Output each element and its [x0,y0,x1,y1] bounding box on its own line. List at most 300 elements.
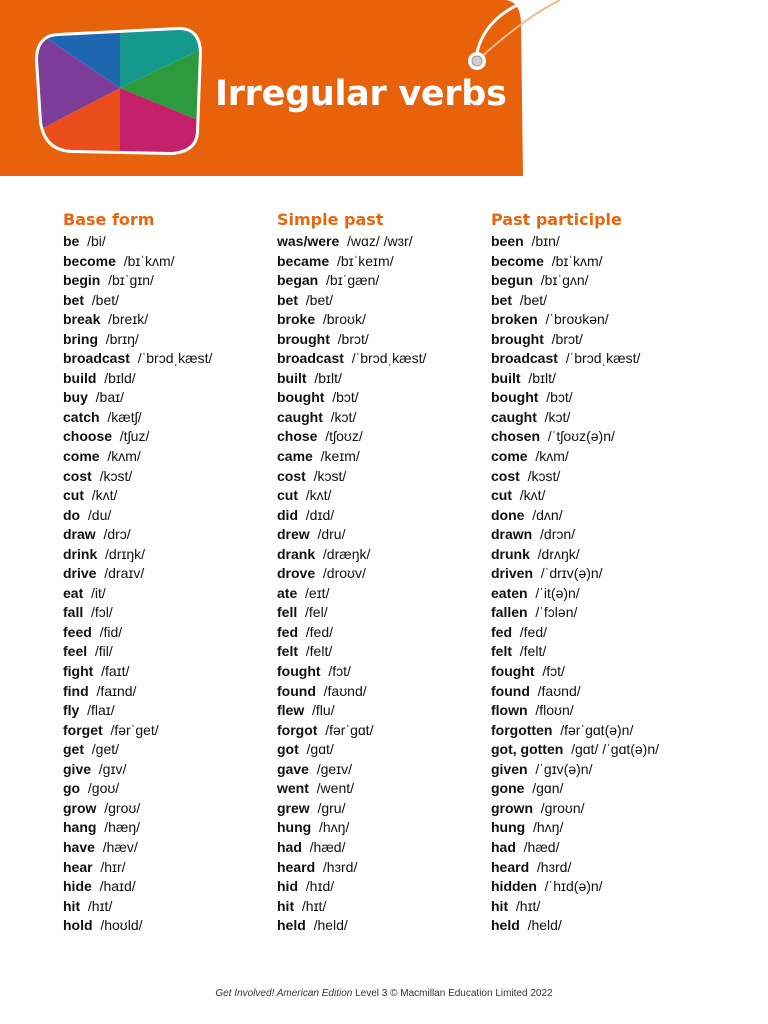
verb-entry [277,310,507,330]
pronunciation: /bɪld/ [104,369,136,386]
verb-entry [63,388,293,408]
verb-entry [491,877,721,897]
pronunciation: /kɔt/ [544,408,571,425]
pronunciation: /ˈbrɔdˌkæst/ [351,350,427,367]
pronunciation: /went/ [316,780,355,797]
pronunciation: /ˈbrɔdˌkæst/ [137,350,213,367]
verb-entry [491,603,721,623]
pronunciation: /ˈtʃoʊz(ə)n/ [547,428,615,445]
pronunciation: /bi/ [87,233,106,249]
verb-form: broke [277,311,316,328]
pronunciation: /ˈhɪd(ə)n/ [544,878,603,895]
verb-form: fought [491,663,535,680]
pronunciation: /geɪv/ [316,760,353,777]
verb-form: did [277,506,298,523]
verb-entry [63,291,293,311]
column-past-participle [491,208,721,936]
verb-form: begin [63,272,101,289]
verb-entry [491,427,721,447]
verb-entry [277,682,507,702]
verb-form: fly [63,702,80,719]
verb-entry [491,486,721,506]
verb-form: choose [63,428,113,445]
verb-form: held [277,917,306,934]
column-heading: Simple past [277,210,384,229]
verb-form: caught [277,408,323,425]
verb-form: went [277,780,309,797]
pronunciation: /goʊ/ [87,780,120,797]
verb-form: begun [491,272,533,289]
pronunciation: /drɪŋk/ [105,545,146,562]
pronunciation: /breɪk/ [108,311,149,328]
verb-form: become [63,252,116,269]
pronunciation: /haɪd/ [99,878,136,895]
pronunciation: /bɔt/ [332,389,359,406]
verb-form: eat [63,584,84,601]
verb-entry [63,506,293,526]
verb-form: become [491,252,544,269]
verb-entry [491,682,721,702]
pronunciation: /hʌŋ/ [533,819,564,836]
pronunciation: /keɪm/ [320,448,360,465]
pronunciation: /hɪt/ [87,897,113,914]
verb-entry [491,799,721,819]
verb-entry [63,682,293,702]
verb-form: had [277,838,302,855]
verb-form: broadcast [277,350,344,367]
verb-entry [277,564,507,584]
verb-entry [63,642,293,662]
pronunciation: /drʌŋk/ [537,545,580,562]
verb-entry [277,623,507,643]
pronunciation: /brɔt/ [551,330,583,347]
verb-form: heard [277,858,316,875]
pronunciation: /baɪ/ [95,389,125,406]
verb-entry [491,271,721,291]
verb-form: grew [277,799,310,816]
column-heading: Past participle [491,210,622,229]
verb-entry [277,701,507,721]
verb-entry [63,486,293,506]
verb-form: find [63,682,89,699]
verb-form: flew [277,702,305,719]
verb-entry [491,584,721,604]
verb-entry [491,721,721,741]
verb-form: grown [491,799,533,816]
verb-form: felt [277,643,298,660]
verb-entry [277,799,507,819]
pronunciation: /gɑn/ [532,780,564,797]
verb-form: caught [491,408,537,425]
verb-entry [491,662,721,682]
pronunciation: /hoʊld/ [100,917,143,934]
verb-entry [491,818,721,838]
verb-entry [63,760,293,780]
verb-form: break [63,311,101,328]
verb-form: bet [63,291,84,308]
pronunciation: /tʃoʊz/ [325,428,363,445]
verb-entry [491,330,721,350]
verb-form: hold [63,917,93,934]
pronunciation: /gru/ [317,799,346,816]
verb-form: cost [491,467,520,484]
pronunciation: /floʊn/ [535,702,574,719]
verb-form: drew [277,526,310,543]
pronunciation: /fərˈget/ [110,721,159,738]
verb-form: eaten [491,584,528,601]
verb-form: be [63,233,80,249]
pronunciation: /bɪˈkeɪm/ [336,252,394,269]
verb-entry [277,897,507,917]
verb-entry [491,467,721,487]
verb-form: gone [491,780,525,797]
pronunciation: /fid/ [99,623,123,640]
verb-entry [63,232,293,252]
verb-entry [277,271,507,291]
verb-entry [491,564,721,584]
verb-form: hit [63,897,81,914]
verb-entry [63,447,293,467]
verb-form: fell [277,604,298,621]
verb-form: ate [277,584,298,601]
verb-form: built [491,369,521,386]
pronunciation: /hɪd/ [305,878,335,895]
pronunciation: /gɑt/ /ˈgɑt(ə)n/ [571,741,660,758]
verb-entry [63,369,293,389]
verb-entry [277,447,507,467]
verb-entry [63,271,293,291]
verb-form: held [491,917,520,934]
pronunciation: /kʌt/ [519,487,546,504]
verb-entry [277,467,507,487]
verb-form: brought [491,330,544,347]
verb-entry [277,291,507,311]
pronunciation: /bɪlt/ [528,369,556,386]
verb-form: drunk [491,545,530,562]
verb-entry [491,369,721,389]
column-heading: Base form [63,210,155,229]
pronunciation: /kɔt/ [330,408,357,425]
verb-entry [63,408,293,428]
pronunciation: /gɪv/ [98,760,127,777]
verb-entry [491,349,721,369]
verb-form: been [491,233,524,249]
verb-form: fall [63,604,84,621]
verb-form: heard [491,858,530,875]
pronunciation: /drɔn/ [540,526,576,543]
pronunciation: /hɪt/ [301,897,327,914]
verb-form: get [63,741,84,758]
pronunciation: /tʃuz/ [119,428,150,445]
verb-entry [491,447,721,467]
pronunciation: /drɔ/ [103,526,131,543]
verb-form: hidden [491,878,537,895]
verb-form: drove [277,565,316,582]
pronunciation: /ˈgɪv(ə)n/ [535,760,593,777]
pronunciation: /hɜrd/ [322,858,358,875]
verb-entry [277,349,507,369]
verb-entry [63,467,293,487]
pronunciation: /brɔt/ [337,330,369,347]
verb-entry [277,525,507,545]
verb-entry [277,642,507,662]
pronunciation: /wɑz/ /wɜr/ [347,233,413,249]
verb-entry [63,525,293,545]
verb-entry [491,232,721,252]
verb-entry [63,564,293,584]
verb-entry [491,525,721,545]
verb-form: hit [491,897,509,914]
verb-entry [491,760,721,780]
verb-form: feed [63,623,92,640]
verb-form: had [491,838,516,855]
verb-form: catch [63,408,100,425]
pronunciation: /hʌŋ/ [319,819,350,836]
pronunciation: /fɔl/ [91,604,113,621]
pronunciation: /kʌm/ [535,448,569,465]
verb-form: hung [491,819,526,836]
verb-form: build [63,369,97,386]
verb-form: hid [277,878,298,895]
verb-form: became [277,252,330,269]
verb-form: began [277,272,319,289]
verb-entry [277,740,507,760]
pronunciation: /groʊ/ [104,799,141,816]
verb-form: found [491,682,530,699]
column-base-form [63,208,293,936]
verb-entry [491,897,721,917]
verb-entry [63,701,293,721]
verb-entry [277,818,507,838]
pronunciation: /bɪˈkʌm/ [123,252,175,269]
verb-form: buy [63,389,88,406]
pronunciation: /fɔt/ [328,663,351,680]
pronunciation: /kʌm/ [107,448,141,465]
verb-entry [63,858,293,878]
pronunciation: /kɔst/ [527,467,561,484]
verb-entry [491,388,721,408]
pronunciation: /hæd/ [523,838,560,855]
verb-entry [491,838,721,858]
verb-entry [277,330,507,350]
pronunciation: /bɪˈkʌm/ [551,252,603,269]
verb-form: fallen [491,604,528,621]
verb-form: built [277,369,307,386]
verb-entry [277,545,507,565]
verb-form: found [277,682,316,699]
verb-form: feel [63,643,88,660]
verb-form: bring [63,330,98,347]
verb-form: driven [491,565,534,582]
pronunciation: /kʌt/ [91,487,118,504]
pronunciation: /brɪŋ/ [105,330,139,347]
verb-entry [63,252,293,272]
pronunciation: /flu/ [312,702,335,719]
pronunciation: /felt/ [519,643,547,660]
verb-form: broken [491,311,538,328]
verb-form: got [277,741,299,758]
verb-form: hang [63,819,97,836]
verb-entry [277,252,507,272]
verb-entry [277,838,507,858]
verb-form: came [277,448,313,465]
pronunciation: /kʌt/ [305,487,332,504]
verb-entry [63,310,293,330]
verb-form: bought [277,389,325,406]
pronunciation: /ˈbroʊkən/ [545,311,609,328]
pronunciation: /faɪt/ [101,663,130,680]
verb-entry [277,858,507,878]
pronunciation: /fed/ [305,623,334,640]
verb-form: cut [63,487,84,504]
verb-form: forgot [277,721,318,738]
pronunciation: /kɔst/ [99,467,133,484]
verb-entry [63,838,293,858]
pronunciation: /hæv/ [102,838,138,855]
verb-form: grow [63,799,97,816]
verb-form: fed [491,623,512,640]
verb-entry [491,310,721,330]
pronunciation: /ˈit(ə)n/ [535,584,580,601]
verb-form: hung [277,819,312,836]
verb-entry [277,916,507,936]
pronunciation: /ˈfɔlən/ [535,604,578,621]
pronunciation: /draɪv/ [104,565,145,582]
verb-entry [491,252,721,272]
verb-entry [63,877,293,897]
verb-entry [63,818,293,838]
verb-entry [491,291,721,311]
verb-entry [63,330,293,350]
pronunciation: /dru/ [317,526,346,543]
pronunciation: /fed/ [519,623,548,640]
pronunciation: /hæd/ [309,838,346,855]
pronunciation: /broʊk/ [322,311,366,328]
verb-entry [63,545,293,565]
verb-form: forget [63,721,103,738]
pronunciation: /fərˈgɑt(ə)n/ [560,721,634,738]
verb-entry [491,408,721,428]
pronunciation: /bet/ [519,291,548,308]
verb-entry [491,545,721,565]
pronunciation: /bɪˈɡʌn/ [540,272,589,289]
pronunciation: /felt/ [305,643,333,660]
verb-entry [63,349,293,369]
verb-entry [277,584,507,604]
verb-form: cut [491,487,512,504]
pronunciation: /eɪt/ [305,584,330,601]
verb-form: give [63,760,92,777]
verb-entry [277,232,507,252]
pronunciation: /dræŋk/ [322,545,371,562]
pronunciation: /hɪr/ [100,858,126,875]
pronunciation: /flaɪ/ [87,702,115,719]
pronunciation: /bet/ [91,291,120,308]
verb-form: bought [491,389,539,406]
verb-form: hear [63,858,93,875]
pronunciation: /dɪd/ [305,506,335,523]
pronunciation: /it/ [91,584,106,601]
verb-entry [491,623,721,643]
verb-form: got, gotten [491,741,564,758]
verb-form: drink [63,545,98,562]
verb-entry [277,388,507,408]
verb-form: bet [277,291,298,308]
pronunciation: /faʊnd/ [323,682,367,699]
verb-form: bet [491,291,512,308]
pronunciation: /bɔt/ [546,389,573,406]
verb-entry [491,642,721,662]
verb-form: broadcast [491,350,558,367]
pronunciation: /kɔst/ [313,467,347,484]
verb-entry [63,779,293,799]
pronunciation: /bɪˈɡæn/ [326,272,380,289]
verb-form: do [63,506,81,523]
verb-form: fight [63,663,94,680]
verb-form: brought [277,330,330,347]
pronunciation: /droʊv/ [322,565,366,582]
pronunciation: /get/ [91,741,120,758]
pronunciation: /groʊn/ [540,799,585,816]
verb-entry [277,486,507,506]
pronunciation: /held/ [527,917,562,934]
verb-entry [277,603,507,623]
verb-form: flown [491,702,528,719]
footer-book-title: Get Involved! American Edition [215,988,353,999]
pronunciation: /dʌn/ [532,506,563,523]
pronunciation: /held/ [313,917,348,934]
verb-entry [63,623,293,643]
pronunciation: /faʊnd/ [537,682,581,699]
verb-form: come [63,448,100,465]
verb-entry [63,740,293,760]
verb-form: drive [63,565,97,582]
verb-form: hit [277,897,295,914]
verb-entry [491,779,721,799]
verb-entry [63,897,293,917]
verb-form: forgotten [491,721,553,738]
verb-form: have [63,838,95,855]
pronunciation: /bɪˈɡɪn/ [108,272,154,289]
verb-form: chosen [491,428,541,445]
pronunciation: /hɪt/ [515,897,541,914]
verb-form: fed [277,623,298,640]
verb-form: drawn [491,526,533,543]
verb-entry [63,584,293,604]
verb-form: cut [277,487,298,504]
footer-credit: Level 3 © Macmillan Education Limited 2022 [352,988,553,999]
pronunciation: /ˈdrɪv(ə)n/ [540,565,603,582]
verb-form: draw [63,526,96,543]
verb-entry [491,740,721,760]
verb-entry [491,701,721,721]
verb-entry [63,427,293,447]
verb-form: drank [277,545,316,562]
verb-form: chose [277,428,318,445]
verb-entry [63,603,293,623]
verb-form: done [491,506,525,523]
pronunciation: /fil/ [94,643,113,660]
verb-form: hide [63,878,92,895]
pronunciation: /ˈbrɔdˌkæst/ [565,350,641,367]
pronunciation: /gɑt/ [306,741,334,758]
footer-copyright [0,988,768,999]
verb-entry [277,427,507,447]
verb-entry [63,799,293,819]
verb-form: broadcast [63,350,130,367]
verb-entry [277,506,507,526]
verb-entry [277,408,507,428]
